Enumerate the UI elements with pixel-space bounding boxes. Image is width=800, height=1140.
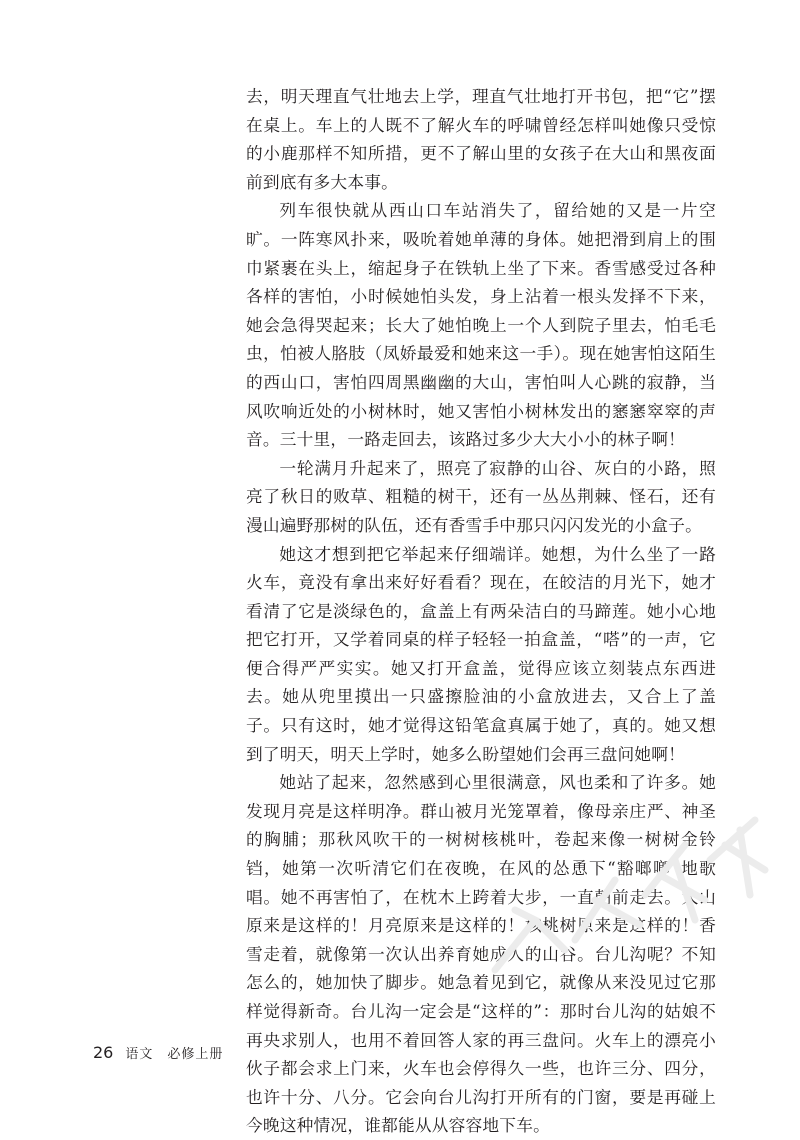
book-title: 语文 必修上册: [125, 1047, 224, 1062]
paragraph-4: 她这才想到把它举起来仔细端详。她想，为什么坐了一路火车，竟没有拿出来好好看看？现在，在皎洁的月光下，她才看清了它是淡绿色的，盒盖上有两朵洁白的马蹄莲。她小心地把它打开，又学着同桌的样子轻轻一拍盒盖，“嗒”的一声，它便合得严严实实。她又打开盒盖，觉得应该立刻装点东西进去。她从兜里摸出一只盛擦脸油的小盒放进去，又合上了盖子。只有这时，她才觉得这铅笔盒真属于她了，真的。她又想到了明天，明天上学时，她多么盼望她们会再三盘问她啊！: [246, 543, 716, 764]
page-footer: [93, 1043, 223, 1067]
paragraph-5: 她站了起来，忽然感到心里很满意，风也柔和了许多。她发现月亮是这样明净。群山被月光笼罩着，像母亲庄严、神圣的胸脯；那秋风吹干的一树树核桃叶，卷起来像一树树金铃铛，她第一次听清它们在夜晚，在风的怂恿下“豁啷啷”地歌唱。她不再害怕了，在枕木上跨着大步，一直朝前走去。大山原来是这样的！月亮原来是这样的！核桃树原来是这样的！香雪走着，就像第一次认出养育她成人的山谷。台儿沟呢？不知怎么的，她加快了脚步。她急着见到它，就像从来没见过它那样觉得新奇。台儿沟一定会是“这样的”：那时台儿沟的姑娘不再央求别人，也用不着回答人家的再三盘问。火车上的漂亮小伙子都会求上门来，火车也会停得久一些，也许三分、四分，也许十分、八分。它会向台儿沟打开所有的门窗，要是再碰上今晚这种情况，谁都能从从容容地下车。: [246, 772, 716, 1136]
paragraph-2: 列车很快就从西山口车站消失了，留给她的又是一片空旷。一阵寒风扑来，吸吮着她单薄的身体。她把滑到肩上的围巾紧裹在头上，缩起身子在铁轨上坐了下来。香雪感受过各种各样的害怕，小时候她怕头发，身上沾着一根头发择不下来，她会急得哭起来；长大了她怕晚上一个人到院子里去，怕毛毛虫，怕被人胳肢（凤娇最爱和她来这一手）。现在她害怕这陌生的西山口，害怕四周黑幽幽的大山，害怕叫人心跳的寂静，当风吹响近处的小树林时，她又害怕小树林发出的窸窸窣窣的声音。三十里，一路走回去，该路过多少大大小小的林子啊！: [246, 200, 716, 450]
article-body: [246, 82, 716, 1140]
page-number: 26: [93, 1043, 114, 1062]
paragraph-1: 去，明天理直气壮地去上学，理直气壮地打开书包，把“它”摆在桌上。车上的人既不了解火车的呼啸曾经怎样叫她像只受惊的小鹿那样不知所措，更不了解山里的女孩子在大山和黑夜面前到底有多大本事。: [246, 86, 716, 192]
paragraph-3: 一轮满月升起来了，照亮了寂静的山谷、灰白的小路，照亮了秋日的败草、粗糙的树干，还有一丛丛荆棘、怪石，还有漫山遍野那树的队伍，还有香雪手中那只闪闪发光的小盒子。: [246, 457, 716, 535]
